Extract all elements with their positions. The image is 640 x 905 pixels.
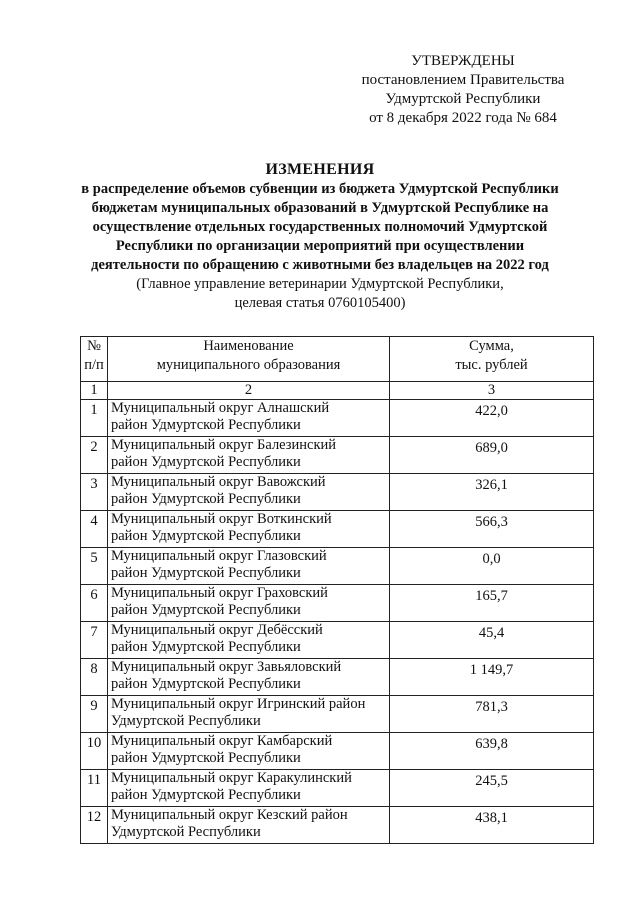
header-number xyxy=(81,337,108,382)
row-sum: 422,0 xyxy=(390,400,594,437)
document-subtitle-line: Республики по организации мероприятий при осуществлении xyxy=(115,238,525,254)
header-municipality xyxy=(108,337,390,382)
document-note-line: целевая статья 0760105400) xyxy=(234,295,406,311)
table-row xyxy=(81,659,594,696)
approval-decree-line: постановлением Правительства xyxy=(361,72,565,88)
table-row xyxy=(81,585,594,622)
row-municipality-line: Муниципальный округ Кезский район xyxy=(111,807,348,823)
row-municipality xyxy=(108,659,390,696)
row-municipality xyxy=(108,733,390,770)
row-sum: 438,1 xyxy=(390,807,594,844)
table-row xyxy=(81,474,594,511)
row-municipality-line: Муниципальный округ Завьяловский xyxy=(111,659,342,675)
table-row xyxy=(81,733,594,770)
header-sum xyxy=(390,337,594,382)
row-municipality-line: Муниципальный округ Балезинский xyxy=(111,437,337,453)
table-row xyxy=(81,437,594,474)
row-municipality-line: Муниципальный округ Воткинский xyxy=(111,511,332,527)
row-municipality-line: район Удмуртской Республики xyxy=(111,750,301,766)
table-row xyxy=(81,511,594,548)
column-number: 1 xyxy=(81,382,108,400)
table-row xyxy=(81,400,594,437)
row-municipality-line: район Удмуртской Республики xyxy=(111,417,301,433)
row-sum: 165,7 xyxy=(390,585,594,622)
row-sum: 0,0 xyxy=(390,548,594,585)
column-number: 3 xyxy=(390,382,594,400)
row-sum: 639,8 xyxy=(390,733,594,770)
row-number: 3 xyxy=(81,474,108,511)
row-municipality xyxy=(108,622,390,659)
row-municipality xyxy=(108,400,390,437)
approval-stamp xyxy=(340,52,586,128)
approval-date-line: от 8 декабря 2022 года № 684 xyxy=(369,110,557,126)
row-municipality xyxy=(108,511,390,548)
row-number: 4 xyxy=(81,511,108,548)
header-sum-line: Сумма, xyxy=(469,338,514,354)
row-number: 9 xyxy=(81,696,108,733)
row-number: 6 xyxy=(81,585,108,622)
row-sum: 566,3 xyxy=(390,511,594,548)
row-number: 12 xyxy=(81,807,108,844)
table-header-row xyxy=(81,337,594,382)
row-municipality-line: Муниципальный округ Вавожский xyxy=(111,474,326,490)
header-sum-line: тыс. рублей xyxy=(455,357,528,373)
row-municipality-line: район Удмуртской Республики xyxy=(111,528,301,544)
row-municipality-line: Муниципальный округ Глазовский xyxy=(111,548,327,564)
row-number: 2 xyxy=(81,437,108,474)
row-municipality-line: район Удмуртской Республики xyxy=(111,787,301,803)
table-row xyxy=(81,622,594,659)
row-municipality-line: Муниципальный округ Дебёсский xyxy=(111,622,323,638)
document-heading xyxy=(60,160,580,313)
approval-title: УТВЕРЖДЕНЫ xyxy=(411,53,515,69)
table-row xyxy=(81,548,594,585)
document-subtitle-line: в распределение объемов субвенции из бюджета Удмуртской Республики xyxy=(81,181,559,197)
row-number: 7 xyxy=(81,622,108,659)
table-row xyxy=(81,807,594,844)
row-number: 10 xyxy=(81,733,108,770)
allocation-table xyxy=(80,336,594,844)
document-subtitle-line: бюджетам муниципальных образований в Удмуртской Республике на xyxy=(91,200,549,216)
row-municipality-line: Муниципальный округ Каракулинский xyxy=(111,770,352,786)
row-municipality-line: район Удмуртской Республики xyxy=(111,676,301,692)
row-municipality xyxy=(108,585,390,622)
row-municipality xyxy=(108,807,390,844)
row-municipality-line: Муниципальный округ Камбарский xyxy=(111,733,333,749)
row-municipality-line: район Удмуртской Республики xyxy=(111,491,301,507)
row-municipality-line: район Удмуртской Республики xyxy=(111,602,301,618)
document-title: ИЗМЕНЕНИЯ xyxy=(265,161,375,178)
row-municipality-line: Муниципальный округ Граховский xyxy=(111,585,328,601)
row-sum: 689,0 xyxy=(390,437,594,474)
row-municipality xyxy=(108,474,390,511)
row-municipality-line: Удмуртской Республики xyxy=(111,824,261,840)
row-sum: 1 149,7 xyxy=(390,659,594,696)
row-sum: 245,5 xyxy=(390,770,594,807)
header-number-line: п/п xyxy=(84,357,104,373)
row-number: 8 xyxy=(81,659,108,696)
row-number: 5 xyxy=(81,548,108,585)
row-municipality xyxy=(108,770,390,807)
approval-republic-line: Удмуртской Республики xyxy=(385,91,541,107)
row-municipality-line: Удмуртской Республики xyxy=(111,713,261,729)
header-municipality-line: муниципального образования xyxy=(156,357,341,373)
row-sum: 45,4 xyxy=(390,622,594,659)
row-sum: 326,1 xyxy=(390,474,594,511)
header-municipality-line: Наименование xyxy=(203,338,294,354)
column-number-row xyxy=(81,382,594,400)
row-number: 1 xyxy=(81,400,108,437)
row-number: 11 xyxy=(81,770,108,807)
row-municipality-line: Муниципальный округ Алнашский xyxy=(111,400,330,416)
row-municipality xyxy=(108,437,390,474)
table-row xyxy=(81,696,594,733)
row-municipality xyxy=(108,696,390,733)
row-municipality-line: район Удмуртской Республики xyxy=(111,639,301,655)
row-municipality-line: Муниципальный округ Игринский район xyxy=(111,696,366,712)
row-municipality xyxy=(108,548,390,585)
column-number: 2 xyxy=(108,382,390,400)
row-municipality-line: район Удмуртской Республики xyxy=(111,454,301,470)
row-sum: 781,3 xyxy=(390,696,594,733)
row-municipality-line: район Удмуртской Республики xyxy=(111,565,301,581)
table-row xyxy=(81,770,594,807)
document-note-line: (Главное управление ветеринарии Удмуртской Республики, xyxy=(136,276,504,292)
header-number-line: № xyxy=(87,338,101,354)
document-subtitle-line: осуществление отдельных государственных полномочий Удмуртской xyxy=(92,219,548,235)
document-subtitle-line: деятельности по обращению с животными без владельцев на 2022 год xyxy=(91,257,549,273)
